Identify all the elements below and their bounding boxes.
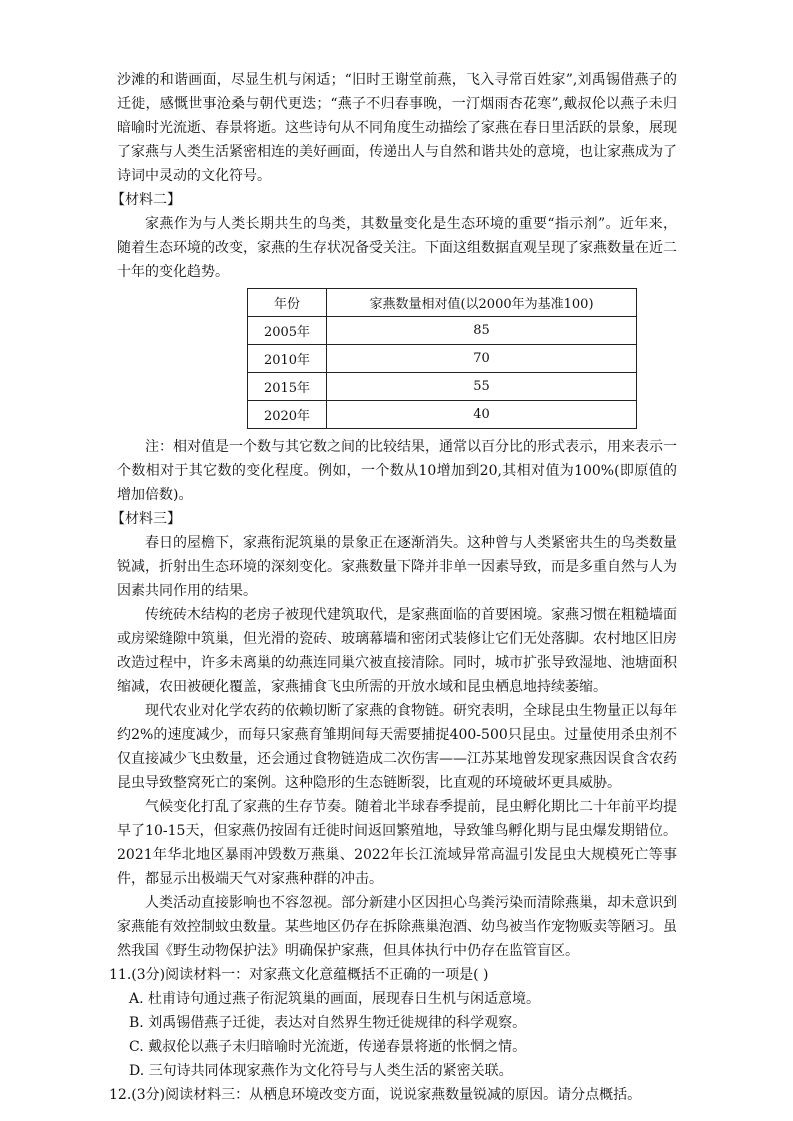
question-11-option-b: B. 刘禹锡借燕子迁徙，表达对自然界生物迁徙规律的科学观察。 bbox=[129, 1015, 527, 1031]
table-cell-year: 2005年 bbox=[248, 317, 327, 345]
material-three-paragraph: 传统砖木结构的老房子被现代建筑取代，是家燕面临的首要困境。家燕习惯在粗糙墙面或房梁缝隙中筑巢，但光滑的瓷砖、玻璃幕墙和密闭式装修让它们无处落脚。农村地区旧房改造过程中，许多未离巢的幼燕连同巢穴被直接清除。同时，城市扩张导致湿地、池塘面积缩减，农田被硬化覆盖，家燕捕食飞虫所需的开放水域和昆虫栖息地持续萎缩。 bbox=[117, 607, 677, 695]
table-cell-year: 2015年 bbox=[248, 373, 327, 401]
material-two-intro: 家燕作为与人类长期共生的鸟类，其数量变化是生态环境的重要“指示剂”。近年来，随着生态环境的改变，家燕的生存状况备受关注。下面这组数据直观呈现了家燕数量在近二十年的变化趋势。 bbox=[117, 216, 677, 280]
question-11-stem: 11.(3分)阅读材料一：对家燕文化意蕴概括不正确的一项是( ) bbox=[109, 967, 489, 983]
document-page bbox=[109, 68, 677, 1107]
question-12-stem: 12.(3分)阅读材料三：从栖息环境改变方面，说说家燕数量锐减的原因。请分点概括。 bbox=[109, 1087, 642, 1103]
material-three-paragraph: 春日的屋檐下，家燕衔泥筑巢的景象正在逐渐消失。这种曾与人类紧密共生的鸟类数量锐减，折射出生态环境的深刻变化。家燕数量下降并非单一因素导致，而是多重自然与人为因素共同作用的结果。 bbox=[117, 535, 677, 599]
table-header-row bbox=[248, 289, 637, 317]
table-cell-value: 85 bbox=[327, 317, 637, 345]
table-cell-value: 55 bbox=[327, 373, 637, 401]
table-header-year: 年份 bbox=[248, 289, 327, 317]
question-11-option-d: D. 三句诗共同体现家燕作为文化符号与人类生活的紧密关联。 bbox=[129, 1063, 513, 1079]
table-row bbox=[248, 345, 637, 373]
material-three-paragraph: 气候变化打乱了家燕的生存节奏。随着北半球春季提前，昆虫孵化期比二十年前平均提早了10-15天，但家燕仍按固有迁徙时间返回繁殖地，导致雏鸟孵化期与昆虫爆发期错位。2021年华北地区暴雨冲毁数万燕巢、2022年长江流域异常高温引发昆虫大规模死亡等事件，都显示出极端天气对家燕种群的冲击。 bbox=[117, 799, 677, 887]
material-three-heading: 【材料三】 bbox=[111, 511, 181, 527]
table-cell-value: 40 bbox=[327, 401, 637, 429]
question-11-option-a: A. 杜甫诗句通过燕子衔泥筑巢的画面，展现春日生机与闲适意境。 bbox=[129, 991, 541, 1007]
table-cell-value: 70 bbox=[327, 345, 637, 373]
table-row bbox=[248, 373, 637, 401]
table-header-value: 家燕数量相对值(以2000年为基准100) bbox=[327, 289, 637, 317]
material-one-tail: 沙滩的和谐画面，尽显生机与闲适；“旧时王谢堂前燕，飞入寻常百姓家”,刘禹锡借燕子的迁徙，感慨世事沧桑与朝代更迭；“燕子不归春事晚，一汀烟雨杏花寒”,戴叔伦以燕子未归暗喻时光流逝、春景将逝。这些诗句从不同角度生动描绘了家燕在春日里活跃的景象，展现了家燕与人类生活紧密相连的美好画面，传递出人与自然和谐共处的意境，也让家燕成为了诗词中灵动的文化符号。 bbox=[117, 72, 677, 184]
material-three-paragraph: 现代农业对化学农药的依赖切断了家燕的食物链。研究表明，全球昆虫生物量正以每年约2%的速度减少，而每只家燕育雏期间每天需要捕捉400-500只昆虫。过量使用杀虫剂不仅直接减少飞虫数量，还会通过食物链造成二次伤害——江苏某地曾发现家燕因误食含农药昆虫导致整窝死亡的案例。这种隐形的生态链断裂，比直观的环境破坏更具威胁。 bbox=[117, 703, 677, 791]
material-three-paragraph: 人类活动直接影响也不容忽视。部分新建小区因担心鸟粪污染而清除燕巢，却未意识到家燕能有效控制蚊虫数量。某些地区仍存在拆除燕巢泡酒、幼鸟被当作宠物贩卖等陋习。虽然我国《野生动物保护法》明确保护家燕，但具体执行中仍存在监管盲区。 bbox=[117, 895, 677, 959]
table-row bbox=[248, 401, 637, 429]
table-cell-year: 2010年 bbox=[248, 345, 327, 373]
table-cell-year: 2020年 bbox=[248, 401, 327, 429]
question-11-option-c: C. 戴叔伦以燕子未归暗喻时光流逝，传递春景将逝的怅惘之情。 bbox=[129, 1039, 527, 1055]
swallow-data-table bbox=[247, 288, 637, 429]
material-two-heading: 【材料二】 bbox=[111, 192, 181, 208]
table-row bbox=[248, 317, 637, 345]
table-note: 注：相对值是一个数与其它数之间的比较结果，通常以百分比的形式表示，用来表示一个数相对于其它数的变化程度。例如，一个数从10增加到20,其相对值为100%(即原值的增加倍数)。 bbox=[117, 439, 677, 503]
